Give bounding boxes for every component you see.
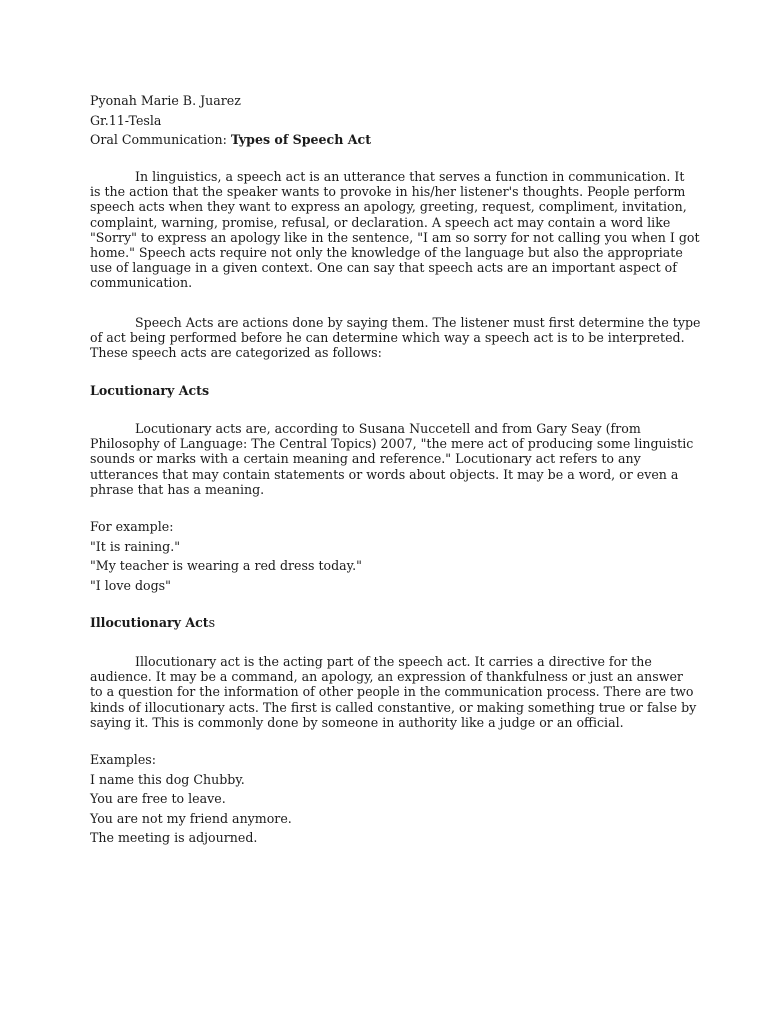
paragraph-line: These speech acts are categorized as follows: bbox=[90, 345, 382, 361]
intro-line: communication. bbox=[90, 275, 193, 291]
paragraph-line: Illocutionary act is the acting part of the speech act. It carries a directive for the bbox=[135, 654, 652, 669]
examples-label: For example: bbox=[90, 519, 174, 534]
illocutionary-heading-bold: Illocutionary Act bbox=[90, 615, 209, 630]
paragraph-line: utterances that may contain statements or words about objects. It may be a word, or even a bbox=[90, 466, 679, 482]
intro-line: home." Speech acts require not only the knowledge of the language but also the appropriate bbox=[90, 245, 683, 261]
example-item: You are not my friend anymore. bbox=[90, 810, 292, 826]
paragraph-line: Philosophy of Language: The Central Topics) 2007, "the mere act of producing some linguistic bbox=[90, 436, 694, 452]
document-title: Types of Speech Act bbox=[230, 132, 372, 147]
intro-line: complaint, warning, promise, refusal, or declaration. A speech act may contain a word like bbox=[90, 214, 671, 230]
paragraph-line: Locutionary acts are, according to Susana Nuccetell and from Gary Seay (from bbox=[135, 421, 641, 436]
intro-line: "Sorry" to express an apology like in the sentence, "I am so sorry for not calling you when I got bbox=[90, 229, 700, 245]
illocutionary-heading bbox=[90, 615, 215, 630]
intro-line: In linguistics, a speech act is an utterance that serves a function in communication. It bbox=[135, 169, 685, 184]
paragraph-line: sounds or marks with a certain meaning and reference." Locutionary act refers to any bbox=[90, 451, 641, 467]
intro-line: is the action that the speaker wants to provoke in his/her listener's thoughts. People perform bbox=[90, 184, 686, 200]
example-item: "My teacher is wearing a red dress today." bbox=[90, 558, 362, 573]
paragraph-line: Speech Acts are actions done by saying them. The listener must first determine the type bbox=[135, 315, 701, 330]
locutionary-examples bbox=[90, 517, 362, 595]
locutionary-paragraph bbox=[90, 421, 694, 497]
illocutionary-heading-tail: s bbox=[208, 615, 216, 630]
intro-line: speech acts when they want to express an apology, greeting, request, compliment, invitation, bbox=[90, 199, 687, 215]
example-item: "It is raining." bbox=[90, 538, 180, 554]
paragraph-line: audience. It may be a command, an apology, an expression of thankfulness or just an answer bbox=[90, 669, 683, 685]
locutionary-heading: Locutionary Acts bbox=[90, 383, 210, 398]
illocutionary-examples bbox=[90, 750, 292, 848]
document-header bbox=[90, 91, 690, 150]
paragraph-line: of act being performed before he can determine which way a speech act is to be interpreted. bbox=[90, 330, 685, 346]
speech-acts-paragraph bbox=[90, 315, 701, 361]
illocutionary-paragraph bbox=[90, 654, 697, 730]
intro-line: use of language in a given context. One can say that speech acts are an important aspect of bbox=[90, 260, 677, 276]
example-item: I name this dog Chubby. bbox=[90, 771, 245, 787]
paragraph-line: to a question for the information of other people in the communication process. There are two bbox=[90, 684, 694, 700]
example-item: The meeting is adjourned. bbox=[90, 830, 258, 845]
examples-label: Examples: bbox=[90, 752, 156, 767]
subject-prefix: Oral Communication: bbox=[90, 132, 231, 147]
example-item: "I love dogs" bbox=[90, 577, 171, 593]
paragraph-line: phrase that has a meaning. bbox=[90, 481, 265, 497]
grade-section: Gr.11-Tesla bbox=[90, 112, 162, 128]
author-name: Pyonah Marie B. Juarez bbox=[90, 93, 241, 108]
paragraph-line: saying it. This is commonly done by someone in authority like a judge or an official. bbox=[90, 714, 624, 730]
example-item: You are free to leave. bbox=[90, 791, 226, 806]
paragraph-line: kinds of illocutionary acts. The first is called constantive, or making something true or false by bbox=[90, 699, 697, 715]
subject-line bbox=[90, 130, 690, 150]
intro-paragraph bbox=[90, 169, 700, 291]
